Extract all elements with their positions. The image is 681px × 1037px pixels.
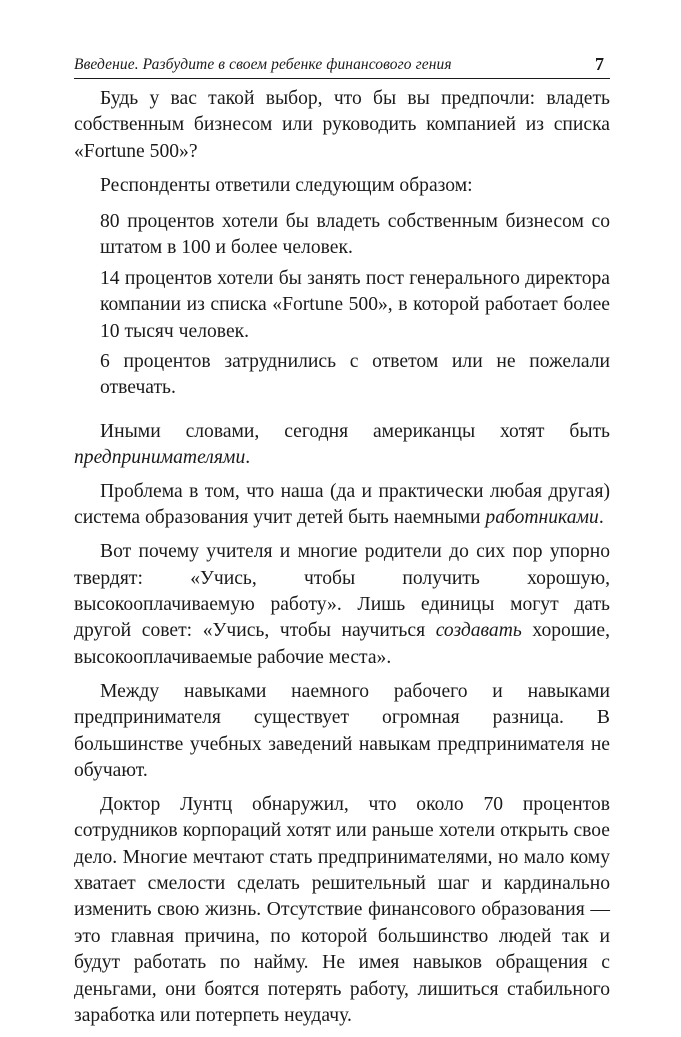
- running-title: Введение. Разбудите в своем ребенке финансового гения: [74, 56, 452, 73]
- text-run: .: [598, 507, 604, 529]
- page-number: 7: [595, 54, 604, 74]
- text-run: Иными словами, сегодня американцы хотят быть: [100, 420, 610, 442]
- teachers-advice-paragraph: [74, 539, 610, 671]
- emphasis-text: работниками: [485, 507, 599, 529]
- survey-result-item: 14 процентов хотели бы занять пост генерального директора компании из списка «Fortune 500», в которой работает более 10 тысяч человек.: [100, 267, 610, 342]
- skills-difference-paragraph: Между навыками наемного рабочего и навыками предпринимателя существует огромная разница. В большинстве учебных заведений навыкам предпринимателя не обучают.: [74, 680, 610, 781]
- question-paragraph: Будь у вас такой выбор, что бы вы предпочли: владеть собственным бизнесом или руководить компанией из списка «Fortune 500»?: [74, 88, 610, 162]
- survey-result-item: 80 процентов хотели бы владеть собственным бизнесом со штатом в 100 и более человек.: [100, 211, 610, 259]
- text-run: Вот почему учителя и многие родители до сих пор упорно твердят: «Учись, чтобы получить хорошую, высокооплачиваемую работу». Лишь единицы могут дать другой совет: «Учись, чтобы научиться: [74, 541, 610, 642]
- survey-result-item: 6 процентов затруднились с ответом или не пожелали отвечать.: [100, 351, 610, 399]
- respondents-paragraph: Респонденты ответили следующим образом:: [100, 174, 473, 196]
- text-run: хорошие, высокооплачиваемые рабочие места».: [74, 620, 611, 668]
- education-problem-paragraph: [74, 479, 610, 532]
- text-run: .: [245, 447, 251, 469]
- emphasis-text: создавать: [435, 620, 522, 642]
- luntz-findings-paragraph: Доктор Лунтц обнаружил, что около 70 процентов сотрудников корпораций хотят или раньше хотели открыть свое дело. Многие мечтают стать предпринимателями, но мало кому хватает смелости сделать решительный шаг и кардинально изменить свою жизнь. Отсутствие финансового образования — это главная причина, по которой большинство людей так и будут работать по найму. Не имея навыков обращения с деньгами, они боятся потерять работу, лишиться стабильного заработка или потерпеть неудачу.: [74, 793, 610, 1026]
- page-body: [74, 86, 610, 1037]
- text-run: Проблема в том, что наша (да и практически любая другая) система образования учит детей быть наемными: [74, 481, 610, 529]
- emphasis-text: предпринимателями: [74, 447, 246, 469]
- entrepreneurs-paragraph: [74, 419, 610, 472]
- running-header: [74, 54, 610, 79]
- survey-results-list: [74, 209, 610, 402]
